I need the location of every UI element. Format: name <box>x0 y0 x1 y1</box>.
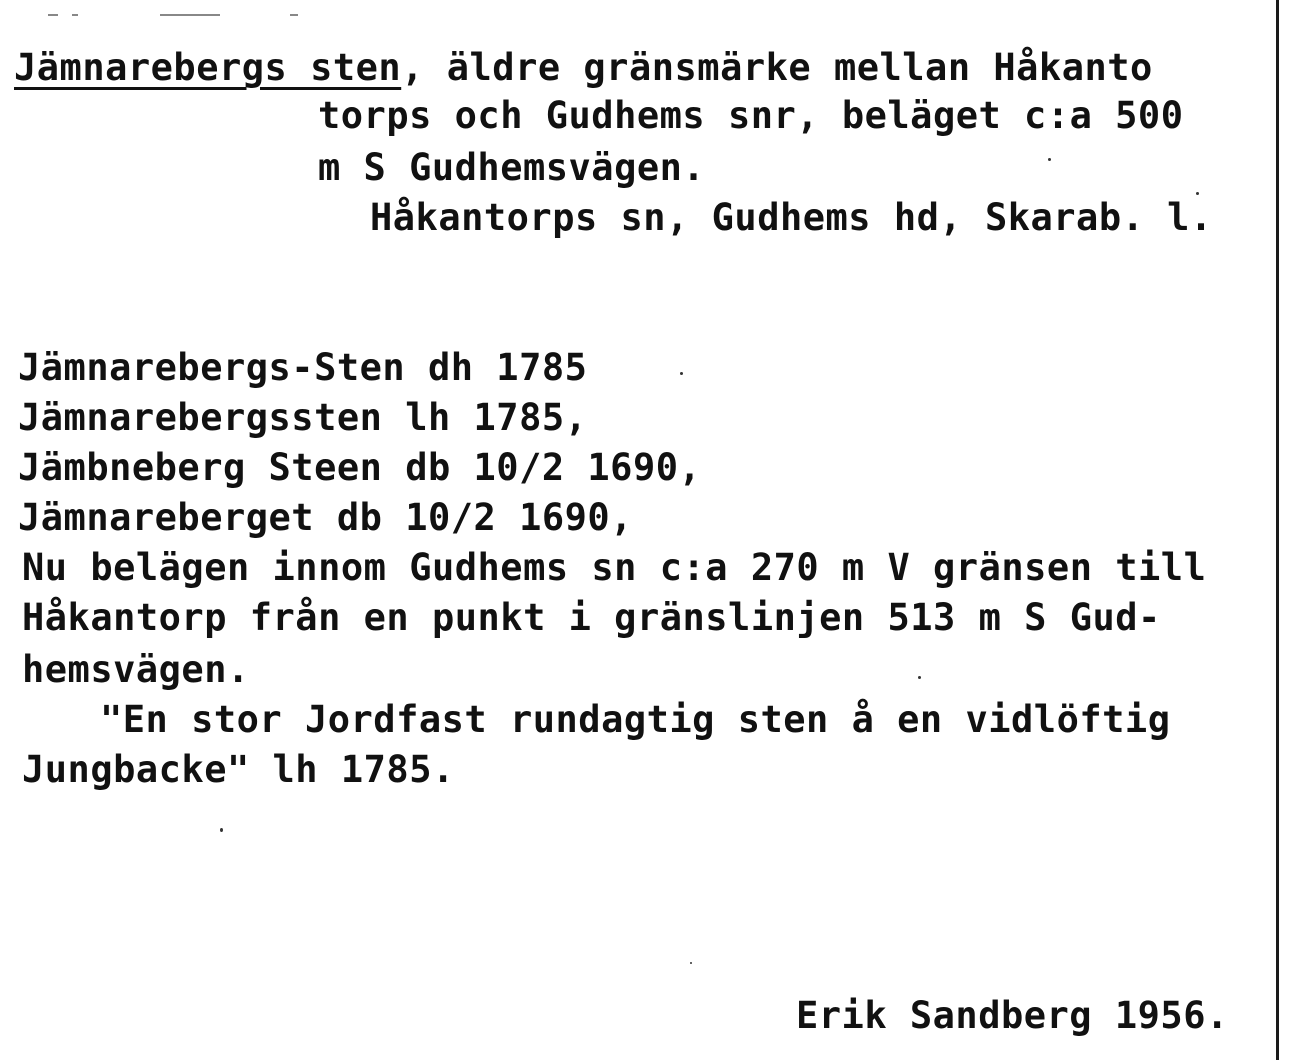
margin-mark <box>48 14 58 16</box>
paper-speck <box>1196 192 1199 195</box>
form-attestation: Jämnareberget db 10/2 1690, <box>18 496 633 539</box>
form-attestation: Jämnarebergs-Sten dh 1785 <box>18 346 588 389</box>
paper-speck <box>918 676 921 679</box>
entry-heading-rest: , äldre gränsmärke mellan Håkanto <box>401 46 1153 89</box>
entry-heading <box>14 46 1153 90</box>
form-attestation: Jämnarebergssten lh 1785, <box>18 396 588 439</box>
entry-parish-line: Håkantorps sn, Gudhems hd, Skarab. l. <box>370 196 1213 239</box>
quote-line: Jungbacke" lh 1785. <box>22 748 455 791</box>
entry-line: m S Gudhemsvägen. <box>318 146 706 189</box>
paper-speck <box>690 962 692 964</box>
card-right-border <box>1276 0 1279 1060</box>
signature: Erik Sandberg 1956. <box>796 994 1229 1037</box>
margin-mark <box>290 14 298 16</box>
location-line: Håkantorp från en punkt i gränslinjen 513 m S Gud- <box>22 596 1161 639</box>
margin-mark <box>72 14 78 16</box>
form-attestation: Jämbneberg Steen db 10/2 1690, <box>18 446 702 489</box>
entry-line: torps och Gudhems snr, beläget c:a 500 <box>318 94 1184 137</box>
margin-mark <box>160 14 220 16</box>
location-line: hemsvägen. <box>22 648 250 691</box>
quote-line: "En stor Jordfast rundagtig sten å en vidlöftig <box>100 698 1171 741</box>
paper-speck <box>220 828 223 832</box>
entry-headword: Jämnarebergs sten <box>14 46 402 89</box>
paper-speck <box>680 372 683 375</box>
location-line: Nu belägen innom Gudhems sn c:a 270 m V gränsen till <box>22 546 1207 589</box>
paper-speck <box>1048 158 1051 161</box>
